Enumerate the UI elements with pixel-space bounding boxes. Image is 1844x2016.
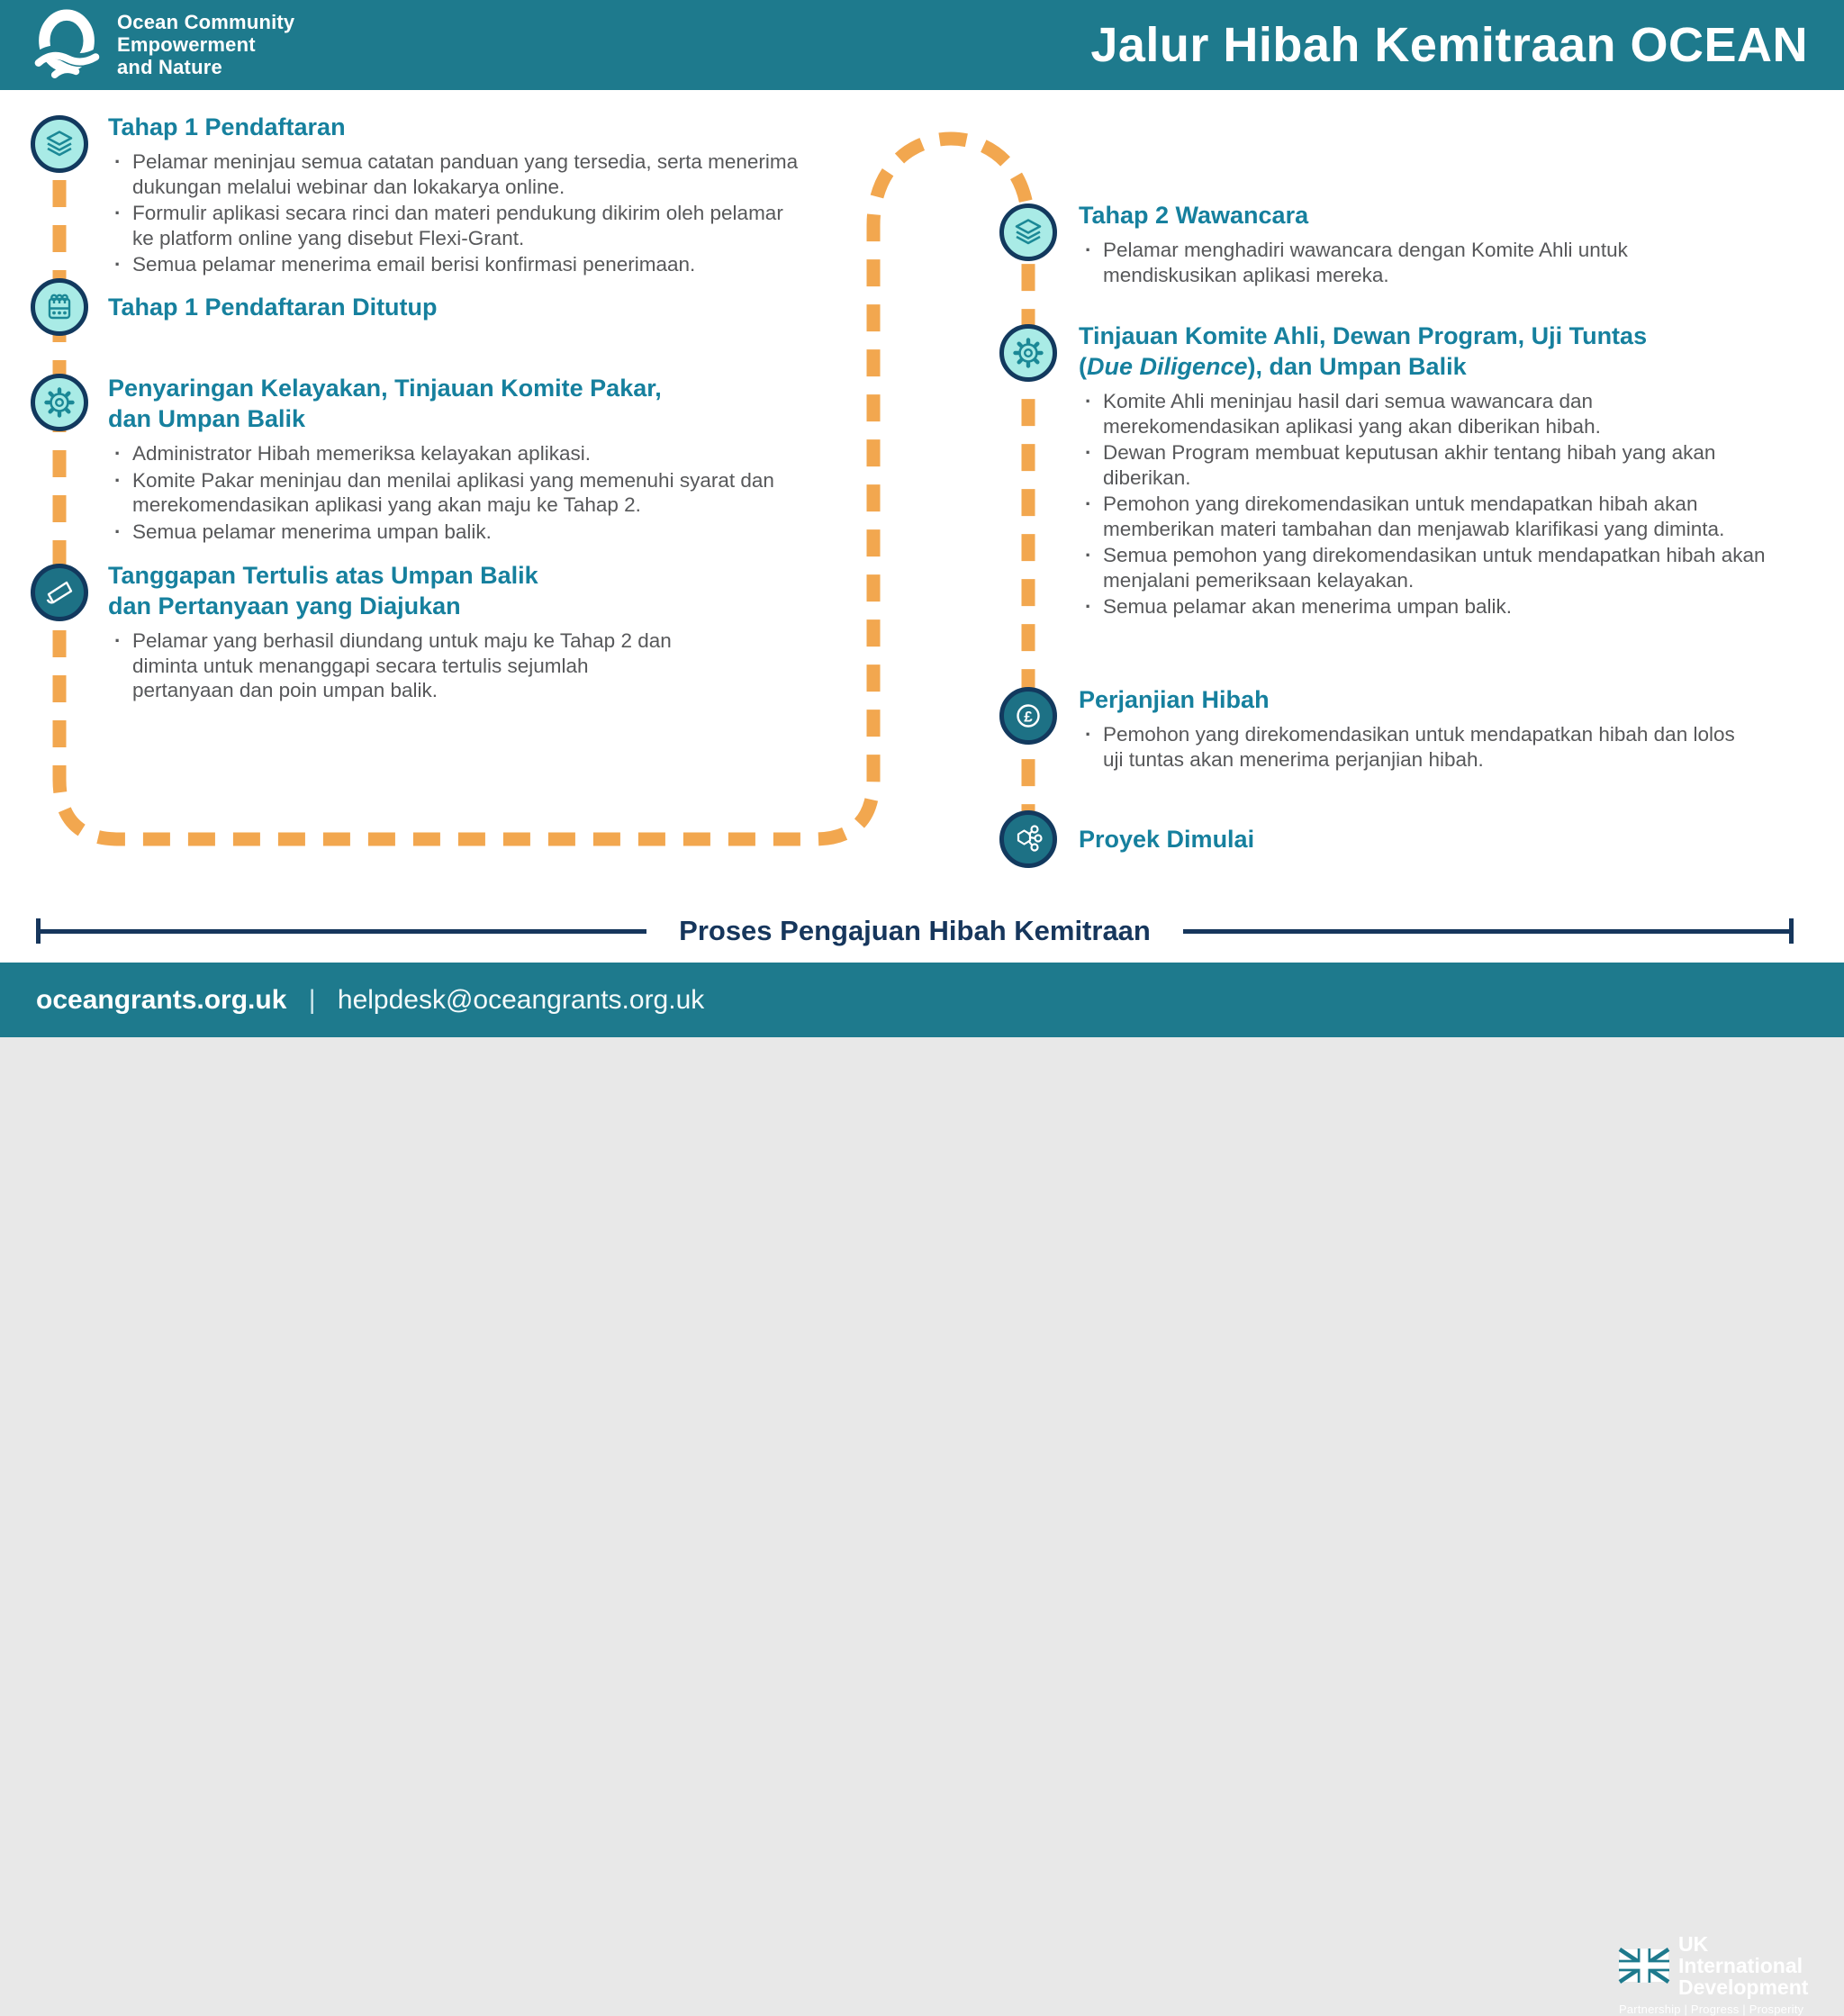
uk-flag-icon <box>1619 1948 1669 1984</box>
bullet-item: · Semua pemohon yang direkomendasikan untuk mendapatkan hibah akan menjalani pemeriksaan kelayakan. <box>1079 543 1772 592</box>
bullet-item: · Formulir aplikasi secara rinci dan materi pendukung dikirim oleh pelamar ke platform online yang disebut Flexi-Grant. <box>108 201 801 250</box>
bullet-item: · Pelamar menghadiri wawancara dengan Komite Ahli untuk mendiskusikan aplikasi mereka. <box>1079 238 1691 287</box>
calendar-icon <box>31 278 88 336</box>
bullet-item: · Administrator Hibah memeriksa kelayakan aplikasi. <box>108 441 810 466</box>
divider-right-cap <box>1789 918 1794 944</box>
megaphone-icon <box>31 564 88 621</box>
header <box>0 0 1844 90</box>
website-link[interactable]: oceangrants.org.uk <box>36 984 287 1015</box>
step-title: Perjanjian Hibah <box>1079 686 1270 713</box>
step-penyaringan-kelayakan <box>108 373 810 546</box>
step-title: Tahap 1 Pendaftaran <box>108 113 346 140</box>
uk-logo-tagline: Partnership | Progress | Prosperity <box>1619 2002 1804 2016</box>
step-bullets <box>1079 389 1772 619</box>
step-bullets <box>108 149 801 277</box>
step-tahap-1-pendaftaran <box>108 112 801 279</box>
bullet-item: · Pelamar meninjau semua catatan panduan yang tersedia, serta menerima dukungan melalui webinar dan lokakarya online. <box>108 149 801 199</box>
page-title: Jalur Hibah Kemitraan OCEAN <box>1090 18 1808 72</box>
uk-logo-text: UK International Development <box>1678 1932 1809 1999</box>
ocean-logo-icon <box>32 5 101 83</box>
divider-left-line <box>41 929 646 934</box>
step-tanggapan-tertulis <box>108 560 684 705</box>
process-divider <box>36 911 1794 951</box>
footer-contact <box>36 985 704 1016</box>
step-title: Tanggapan Tertulis atas Umpan Balik dan Pertanyaan yang Diajukan <box>108 562 538 619</box>
bullet-item: · Semua pelamar menerima umpan balik. <box>108 520 810 545</box>
divider-right-line <box>1183 929 1789 934</box>
bullet-item: · Pemohon yang direkomendasikan untuk mendapatkan hibah dan lolos uji tuntas akan menerima perjanjian hibah. <box>1079 722 1745 772</box>
contact-separator: | <box>308 984 316 1015</box>
step-bullets <box>108 441 810 544</box>
step-bullets <box>1079 238 1691 287</box>
ocean-logo <box>32 5 294 83</box>
gear-icon <box>999 324 1057 382</box>
bullet-item: · Pelamar yang berhasil diundang untuk maju ke Tahap 2 dan diminta untuk menanggapi secara tertulis sejumlah pertanyaan dan poin umpan balik. <box>108 628 684 703</box>
bullet-item: · Semua pelamar menerima email berisi konfirmasi penerimaan. <box>108 252 801 277</box>
step-tinjauan-komite-ahli <box>1079 321 1772 621</box>
bullet-item: · Pemohon yang direkomendasikan untuk mendapatkan hibah akan memberikan materi tambahan dan menjawab klarifikasi yang diminta. <box>1079 492 1772 541</box>
uk-international-development-logo <box>1619 1933 1837 2016</box>
step-title: Tahap 1 Pendaftaran Ditutup <box>108 294 438 321</box>
layers-icon <box>31 115 88 173</box>
footer <box>0 963 1844 2016</box>
step-title: Proyek Dimulai <box>1079 826 1255 853</box>
step-bullets <box>108 628 684 703</box>
step-proyek-dimulai <box>1079 824 1254 854</box>
step-title: Tahap 2 Wawancara <box>1079 202 1309 229</box>
layers-icon <box>999 203 1057 261</box>
bullet-item: · Komite Pakar meninjau dan menilai aplikasi yang memenuhi syarat dan merekomendasikan aplikasi yang akan maju ke Tahap 2. <box>108 468 810 518</box>
bullet-item: · Semua pelamar akan menerima umpan balik. <box>1079 594 1772 619</box>
pound-icon <box>999 687 1057 745</box>
gear-icon <box>31 374 88 431</box>
bullet-item: · Komite Ahli meninjau hasil dari semua wawancara dan merekomendasikan aplikasi yang akan diberikan hibah. <box>1079 389 1772 438</box>
process-label: Proses Pengajuan Hibah Kemitraan <box>679 915 1151 946</box>
step-title: Tinjauan Komite Ahli, Dewan Program, Uji Tuntas (Due Diligence), dan Umpan Balik <box>1079 322 1648 380</box>
step-tahap-2-wawancara <box>1079 200 1691 289</box>
bullet-item: · Dewan Program membuat keputusan akhir tentang hibah yang akan diberikan. <box>1079 440 1772 490</box>
email-link[interactable]: helpdesk@oceangrants.org.uk <box>337 984 705 1015</box>
svg-text:£: £ <box>1024 708 1033 726</box>
network-icon <box>999 810 1057 868</box>
step-perjanjian-hibah <box>1079 684 1745 773</box>
step-tahap-1-pendaftaran-ditutup <box>108 292 438 322</box>
step-title: Penyaringan Kelayakan, Tinjauan Komite Pakar, dan Umpan Balik <box>108 375 662 432</box>
step-bullets <box>1079 722 1745 772</box>
logo-text: Ocean Community Empowerment and Nature <box>117 10 295 78</box>
